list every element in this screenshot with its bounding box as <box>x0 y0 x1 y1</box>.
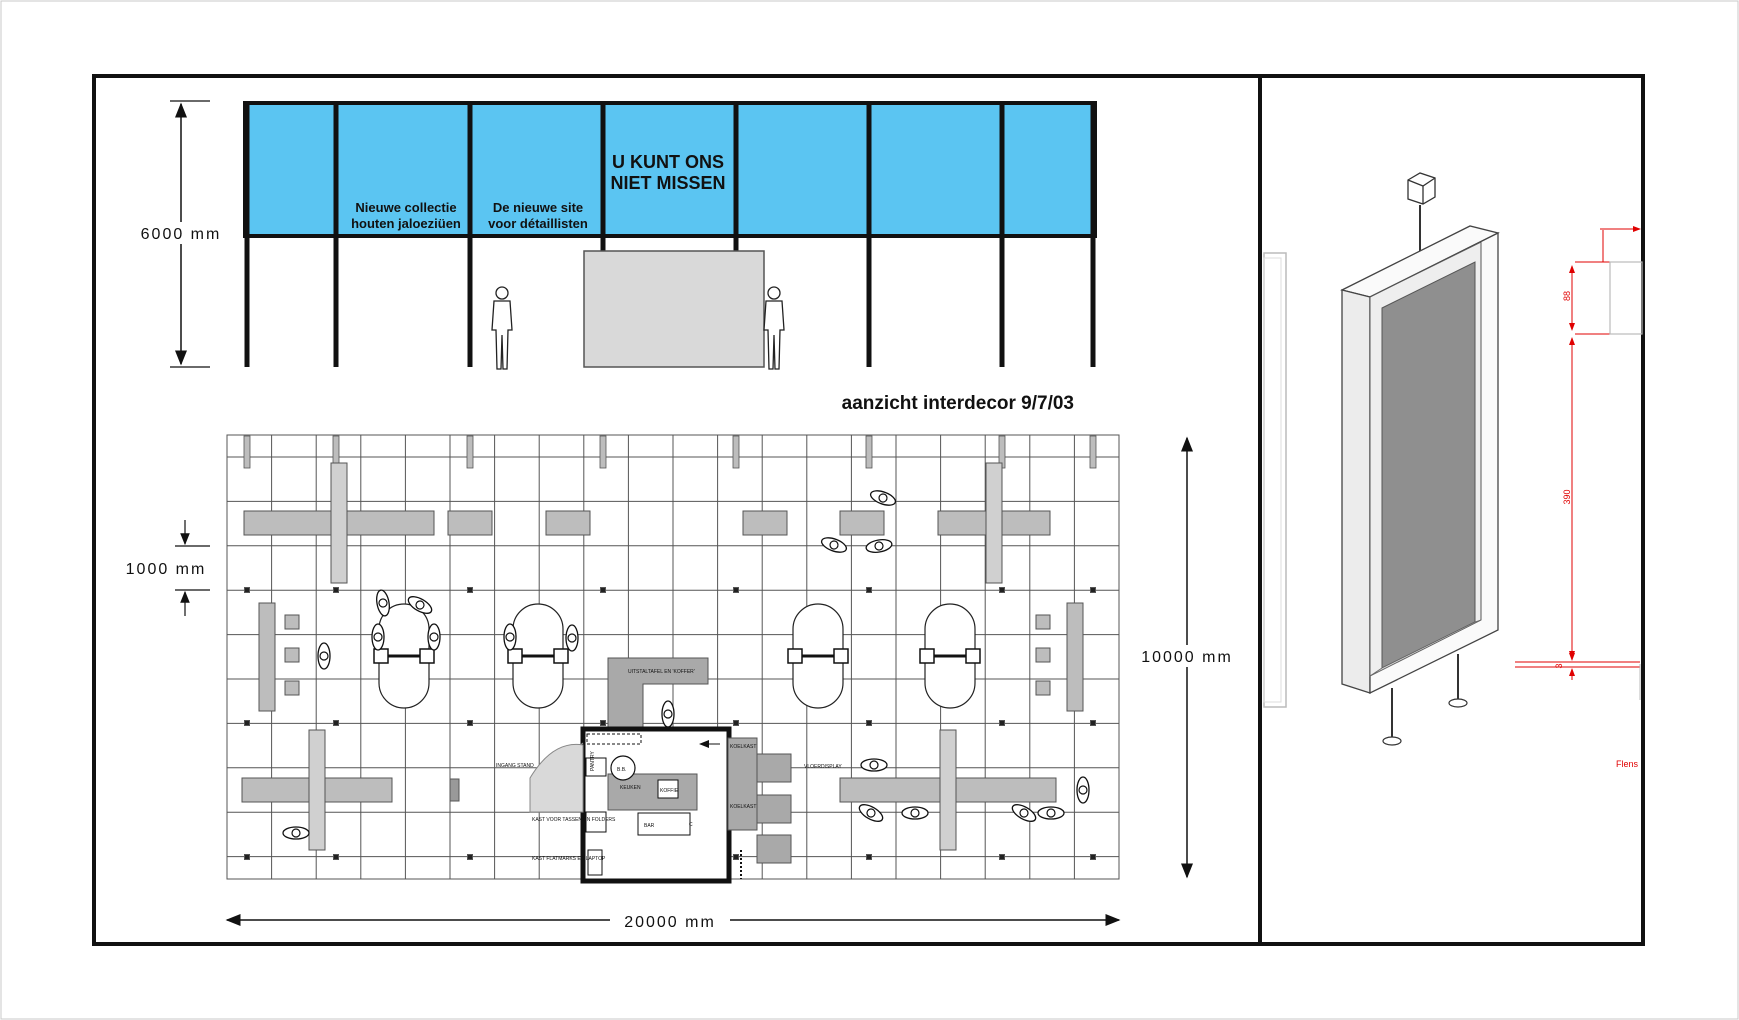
person-top-view <box>1077 777 1089 803</box>
stool <box>285 648 299 662</box>
width-dimension-label: 20000 mm <box>624 914 716 931</box>
label-koffie: KOFFIE <box>660 788 679 794</box>
stool <box>285 681 299 695</box>
facade-post <box>467 436 473 468</box>
chair <box>554 649 568 663</box>
human-figure-left <box>492 287 512 369</box>
column-dot <box>601 721 606 726</box>
back-wall-panel <box>584 251 764 367</box>
headline-line-1: U KUNT ONS <box>612 152 724 172</box>
column-dot <box>867 721 872 726</box>
column-dot <box>1091 721 1096 726</box>
chair <box>788 649 802 663</box>
column-dot <box>734 855 739 860</box>
column-dot <box>1000 588 1005 593</box>
chair <box>834 649 848 663</box>
person-top-view <box>902 807 928 819</box>
person-top-view <box>1038 807 1064 819</box>
label-ingang: INGANG STAND <box>496 763 534 769</box>
label-pantry: PANTRY <box>590 751 596 771</box>
panel-text-collectie-1: Nieuwe collectie <box>355 200 457 215</box>
column-dot <box>245 721 250 726</box>
stool <box>1036 681 1050 695</box>
dim-390-label: 390 <box>1562 489 1572 505</box>
person-top-view <box>372 624 384 650</box>
display-table <box>940 730 956 850</box>
facade-post <box>244 436 250 468</box>
panel-text-site-1: De nieuwe site <box>492 200 584 215</box>
column-dot <box>468 588 473 593</box>
display-table <box>331 463 347 583</box>
display-table <box>840 511 884 535</box>
stool <box>1036 615 1050 629</box>
chair <box>920 649 934 663</box>
floor-plan <box>126 435 1238 931</box>
display-table <box>986 463 1002 583</box>
depth-dimension-label: 10000 mm <box>1141 649 1233 666</box>
column-dot <box>334 588 339 593</box>
stool <box>1036 648 1050 662</box>
elevation-caption: aanzicht interdecor 9/7/03 <box>841 393 1074 414</box>
label-keuken: KEUKEN <box>620 785 641 791</box>
label-uitstal: UITSTALTAFEL EN 'KOFFER' <box>628 669 695 675</box>
display-frame-isometric <box>1342 226 1498 693</box>
label-c: C <box>689 822 693 828</box>
person-top-view <box>428 624 440 650</box>
person-top-view <box>318 643 330 669</box>
human-figure-right <box>764 287 784 369</box>
panel-text-collectie-2: houten jaloeziüen <box>351 216 461 231</box>
chair <box>966 649 980 663</box>
pedestal <box>450 779 459 801</box>
column-dot <box>734 588 739 593</box>
label-koelkast-2: KOELKAST <box>730 804 757 810</box>
column-dot <box>468 855 473 860</box>
detail-view <box>1264 173 1642 769</box>
label-kast-flatmarks: KAST FLATMARKS EN LAPTOP <box>532 856 606 862</box>
column-dot <box>867 855 872 860</box>
facade-post <box>1090 436 1096 468</box>
label-bb: B.B. <box>617 767 627 773</box>
person-top-view <box>861 759 887 771</box>
display-table <box>743 511 787 535</box>
person-top-view <box>662 701 674 727</box>
column-dot <box>334 855 339 860</box>
facade-post <box>733 436 739 468</box>
column-dot <box>245 855 250 860</box>
person-top-view <box>283 827 309 839</box>
stool <box>285 615 299 629</box>
column-dot <box>867 588 872 593</box>
person-top-view <box>566 625 578 651</box>
dim-3-label: 3 <box>1554 663 1564 669</box>
column-dot <box>734 721 739 726</box>
column-dot <box>245 588 250 593</box>
wall-shelf <box>1067 603 1083 711</box>
column-dot <box>601 588 606 593</box>
elevation-view <box>130 101 1095 414</box>
dim-88-label: 88 <box>1562 290 1572 302</box>
person-top-view <box>504 624 516 650</box>
chair <box>508 649 522 663</box>
row-dimension-label: 1000 mm <box>125 561 207 578</box>
column-dot <box>334 721 339 726</box>
display-panel-dark <box>1382 262 1475 668</box>
height-dimension-label: 6000 mm <box>140 226 222 243</box>
column-dot <box>468 721 473 726</box>
red-dimensions <box>1515 229 1640 680</box>
display-table <box>448 511 492 535</box>
panel-text-site-2: voor détaillisten <box>488 216 588 231</box>
label-kast-tassen: KAST VOOR TASSEN EN FOLDERS <box>532 817 616 823</box>
label-vloer: VLOERDISPLAY <box>804 764 842 770</box>
facade-post <box>866 436 872 468</box>
wall-shelf <box>259 603 275 711</box>
label-koelkast-1: KOELKAST <box>730 744 757 750</box>
chair <box>420 649 434 663</box>
facade-post <box>600 436 606 468</box>
chair <box>374 649 388 663</box>
column-dot <box>1091 588 1096 593</box>
column-dot <box>1000 855 1005 860</box>
column-dot <box>1000 721 1005 726</box>
label-bar: BAR <box>644 823 655 829</box>
display-table <box>546 511 590 535</box>
column-dot <box>1091 855 1096 860</box>
flens-label: Flens <box>1616 759 1639 769</box>
display-table <box>309 730 325 850</box>
headline-line-2: NIET MISSEN <box>610 173 726 193</box>
